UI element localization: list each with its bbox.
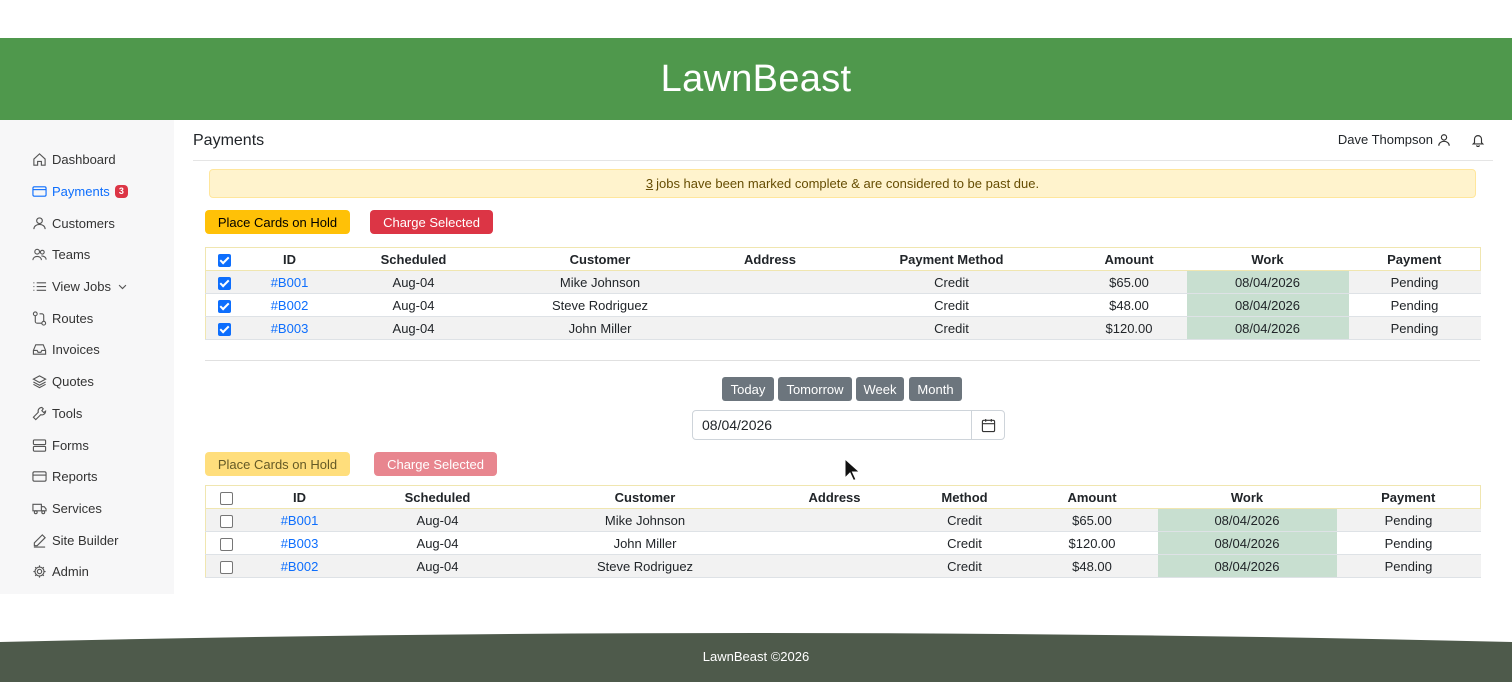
place-cards-on-hold-button[interactable]: Place Cards on Hold bbox=[205, 210, 350, 234]
row-checkbox-cell[interactable] bbox=[206, 509, 248, 532]
top-spacer bbox=[0, 0, 1512, 38]
sidebar-item-customers[interactable] bbox=[0, 207, 174, 239]
top-payments-table bbox=[205, 247, 1481, 340]
row-checkbox-cell[interactable] bbox=[206, 555, 248, 578]
sidebar-item-label: Services bbox=[52, 500, 102, 516]
mouse-cursor-icon bbox=[844, 458, 860, 482]
scheduled-cell: Aug-04 bbox=[352, 509, 524, 532]
table-row bbox=[206, 555, 1481, 578]
amount-cell: $48.00 bbox=[1027, 555, 1158, 578]
select-all-checkbox[interactable] bbox=[206, 248, 244, 271]
address-cell bbox=[709, 294, 832, 317]
payment-cell: Pending bbox=[1337, 555, 1481, 578]
sidebar-item-label: Customers bbox=[52, 215, 115, 231]
amount-cell: $120.00 bbox=[1027, 532, 1158, 555]
customer-cell: John Miller bbox=[524, 532, 767, 555]
sidebar-item-label: Teams bbox=[52, 247, 91, 263]
gear-icon bbox=[32, 564, 47, 579]
sidebar-item-label: Invoices bbox=[52, 342, 100, 358]
column-header[interactable]: Amount bbox=[1072, 248, 1187, 271]
row-checkbox[interactable] bbox=[220, 538, 233, 551]
payment-cell: Pending bbox=[1349, 317, 1481, 340]
sidebar-item-reports[interactable] bbox=[0, 461, 174, 493]
app-footer bbox=[0, 632, 1512, 682]
row-checkbox[interactable] bbox=[218, 300, 231, 313]
row-checkbox[interactable] bbox=[220, 561, 233, 574]
credit-card-icon bbox=[32, 184, 47, 199]
method-cell: Credit bbox=[903, 532, 1027, 555]
user-name[interactable]: Dave Thompson bbox=[1337, 132, 1433, 147]
person-icon bbox=[32, 216, 47, 231]
method-cell: Credit bbox=[903, 555, 1027, 578]
work-cell: 08/04/2026 bbox=[1187, 317, 1349, 340]
work-cell: 08/04/2026 bbox=[1187, 271, 1349, 294]
column-header[interactable]: Work bbox=[1187, 248, 1349, 271]
route-icon bbox=[32, 311, 47, 326]
row-checkbox-cell[interactable] bbox=[206, 532, 248, 555]
column-header[interactable]: ID bbox=[248, 486, 352, 509]
id-cell bbox=[244, 317, 336, 340]
column-header[interactable]: Address bbox=[709, 248, 832, 271]
amount-cell: $48.00 bbox=[1072, 294, 1187, 317]
people-icon bbox=[32, 247, 47, 262]
sidebar bbox=[0, 120, 174, 594]
today-button[interactable]: Today bbox=[722, 377, 774, 401]
column-header[interactable]: ID bbox=[244, 248, 336, 271]
sidebar-item-routes[interactable] bbox=[0, 302, 174, 334]
customer-cell: Steve Rodriguez bbox=[492, 294, 709, 317]
checkbox[interactable] bbox=[218, 254, 231, 267]
sidebar-item-label: Tools bbox=[52, 405, 83, 421]
job-id-link[interactable]: #B003 bbox=[280, 535, 319, 551]
main-content bbox=[193, 120, 1493, 632]
column-header[interactable]: Amount bbox=[1027, 486, 1158, 509]
method-cell: Credit bbox=[832, 294, 1072, 317]
place-cards-on-hold-button-disabled[interactable]: Place Cards on Hold bbox=[205, 452, 350, 476]
date-picker bbox=[692, 410, 1005, 440]
scheduled-cell: Aug-04 bbox=[336, 271, 492, 294]
amount-cell: $65.00 bbox=[1072, 271, 1187, 294]
id-cell bbox=[248, 555, 352, 578]
footer-copyright: LawnBeast ©2026 bbox=[702, 649, 810, 664]
week-button[interactable]: Week bbox=[856, 377, 904, 401]
amount-cell: $65.00 bbox=[1027, 509, 1158, 532]
id-cell bbox=[244, 271, 336, 294]
job-id-link[interactable]: #B003 bbox=[270, 320, 309, 336]
sidebar-item-label: Forms bbox=[52, 437, 89, 453]
column-header[interactable]: Payment bbox=[1349, 248, 1481, 271]
sidebar-item-label: Dashboard bbox=[52, 152, 116, 168]
truck-icon bbox=[32, 501, 47, 516]
past-due-count[interactable]: 3 bbox=[645, 176, 654, 191]
customer-cell: Mike Johnson bbox=[524, 509, 767, 532]
payment-cell: Pending bbox=[1349, 271, 1481, 294]
sidebar-item-tools[interactable] bbox=[0, 398, 174, 430]
column-header[interactable]: Address bbox=[767, 486, 903, 509]
charge-selected-button-disabled[interactable]: Charge Selected bbox=[374, 452, 497, 476]
bottom-payments-table bbox=[205, 485, 1481, 578]
job-id-link[interactable]: #B002 bbox=[280, 558, 319, 574]
column-header[interactable]: Customer bbox=[524, 486, 767, 509]
past-due-message: jobs have been marked complete & are considered to be past due. bbox=[656, 176, 1040, 191]
address-cell bbox=[709, 317, 832, 340]
inbox-icon bbox=[32, 342, 47, 357]
tomorrow-button[interactable]: Tomorrow bbox=[778, 377, 852, 401]
column-header[interactable]: Payment bbox=[1337, 486, 1481, 509]
list-icon bbox=[32, 279, 47, 294]
home-icon bbox=[32, 152, 47, 167]
row-checkbox-cell[interactable] bbox=[206, 317, 244, 340]
app-title: LawnBeast bbox=[660, 57, 852, 100]
customer-cell: Mike Johnson bbox=[492, 271, 709, 294]
charge-selected-button[interactable]: Charge Selected bbox=[370, 210, 493, 234]
method-cell: Credit bbox=[903, 509, 1027, 532]
app-banner bbox=[0, 38, 1512, 120]
sidebar-item-label: Routes bbox=[52, 310, 94, 326]
column-header[interactable]: Customer bbox=[492, 248, 709, 271]
table-row bbox=[206, 317, 1481, 340]
scheduled-cell: Aug-04 bbox=[352, 555, 524, 578]
address-cell bbox=[767, 509, 903, 532]
sidebar-item-site-builder[interactable] bbox=[0, 524, 174, 556]
payment-cell: Pending bbox=[1337, 509, 1481, 532]
sidebar-item-label: View Jobs bbox=[52, 279, 112, 295]
column-header[interactable]: Method bbox=[903, 486, 1027, 509]
id-cell bbox=[248, 532, 352, 555]
row-checkbox[interactable] bbox=[218, 323, 231, 336]
sidebar-item-view-jobs[interactable] bbox=[0, 271, 174, 303]
row-checkbox[interactable] bbox=[218, 277, 231, 290]
layers-icon bbox=[32, 374, 47, 389]
work-cell: 08/04/2026 bbox=[1187, 294, 1349, 317]
row-checkbox[interactable] bbox=[220, 515, 233, 528]
past-due-alert bbox=[209, 169, 1476, 198]
table-row bbox=[206, 271, 1481, 294]
work-cell: 08/04/2026 bbox=[1158, 509, 1337, 532]
column-header[interactable]: Scheduled bbox=[336, 248, 492, 271]
payment-cell: Pending bbox=[1337, 532, 1481, 555]
card-icon bbox=[32, 469, 47, 484]
table-header-row bbox=[206, 248, 1481, 271]
payment-cell: Pending bbox=[1349, 294, 1481, 317]
payments-count-badge: 3 bbox=[115, 185, 128, 198]
amount-cell: $120.00 bbox=[1072, 317, 1187, 340]
calendar-icon bbox=[981, 418, 996, 433]
server-icon bbox=[32, 438, 47, 453]
sidebar-item-dashboard[interactable] bbox=[0, 144, 174, 176]
bell-icon[interactable] bbox=[1471, 133, 1485, 147]
table-header-row bbox=[206, 486, 1481, 509]
scheduled-cell: Aug-04 bbox=[336, 317, 492, 340]
wrench-icon bbox=[32, 406, 47, 421]
id-cell bbox=[244, 294, 336, 317]
app-layout bbox=[0, 120, 1512, 632]
scheduled-cell: Aug-04 bbox=[352, 532, 524, 555]
table-row bbox=[206, 294, 1481, 317]
method-cell: Credit bbox=[832, 271, 1072, 294]
column-header[interactable]: Payment Method bbox=[832, 248, 1072, 271]
id-cell bbox=[248, 509, 352, 532]
checkbox[interactable] bbox=[220, 492, 233, 505]
work-cell: 08/04/2026 bbox=[1158, 532, 1337, 555]
table-row bbox=[206, 532, 1481, 555]
column-header[interactable]: Work bbox=[1158, 486, 1337, 509]
sidebar-item-invoices[interactable] bbox=[0, 334, 174, 366]
column-header[interactable]: Scheduled bbox=[352, 486, 524, 509]
sidebar-item-forms[interactable] bbox=[0, 429, 174, 461]
sidebar-item-label: Admin bbox=[52, 564, 89, 580]
user-area bbox=[1338, 132, 1485, 147]
job-id-link[interactable]: #B002 bbox=[270, 297, 309, 313]
address-cell bbox=[767, 532, 903, 555]
month-button[interactable]: Month bbox=[909, 377, 962, 401]
section-divider bbox=[205, 360, 1480, 361]
sidebar-item-label: Reports bbox=[52, 469, 98, 485]
address-cell bbox=[709, 271, 832, 294]
sidebar-item-payments[interactable] bbox=[0, 176, 174, 208]
date-input[interactable] bbox=[693, 411, 971, 439]
sidebar-item-label: Site Builder bbox=[52, 532, 119, 548]
sidebar-item-quotes[interactable] bbox=[0, 366, 174, 398]
work-cell: 08/04/2026 bbox=[1158, 555, 1337, 578]
sidebar-item-teams[interactable] bbox=[0, 239, 174, 271]
sidebar-item-label: Payments bbox=[52, 184, 110, 200]
sidebar-item-label: Quotes bbox=[52, 374, 94, 390]
address-cell bbox=[767, 555, 903, 578]
row-checkbox-cell[interactable] bbox=[206, 294, 244, 317]
customer-cell: John Miller bbox=[492, 317, 709, 340]
pencil-icon bbox=[32, 533, 47, 548]
sidebar-item-admin[interactable] bbox=[0, 556, 174, 588]
job-id-link[interactable]: #B001 bbox=[270, 274, 309, 290]
page-title: Payments bbox=[193, 132, 265, 149]
table-row bbox=[206, 509, 1481, 532]
chevron-down-icon[interactable] bbox=[117, 281, 128, 292]
page-header bbox=[193, 120, 1493, 161]
customer-cell: Steve Rodriguez bbox=[524, 555, 767, 578]
select-all-checkbox[interactable] bbox=[206, 486, 248, 509]
sidebar-item-services[interactable] bbox=[0, 493, 174, 525]
method-cell: Credit bbox=[832, 317, 1072, 340]
scheduled-cell: Aug-04 bbox=[336, 294, 492, 317]
calendar-button[interactable] bbox=[971, 411, 1004, 439]
person-icon[interactable] bbox=[1437, 133, 1451, 147]
job-id-link[interactable]: #B001 bbox=[280, 512, 319, 528]
row-checkbox-cell[interactable] bbox=[206, 271, 244, 294]
